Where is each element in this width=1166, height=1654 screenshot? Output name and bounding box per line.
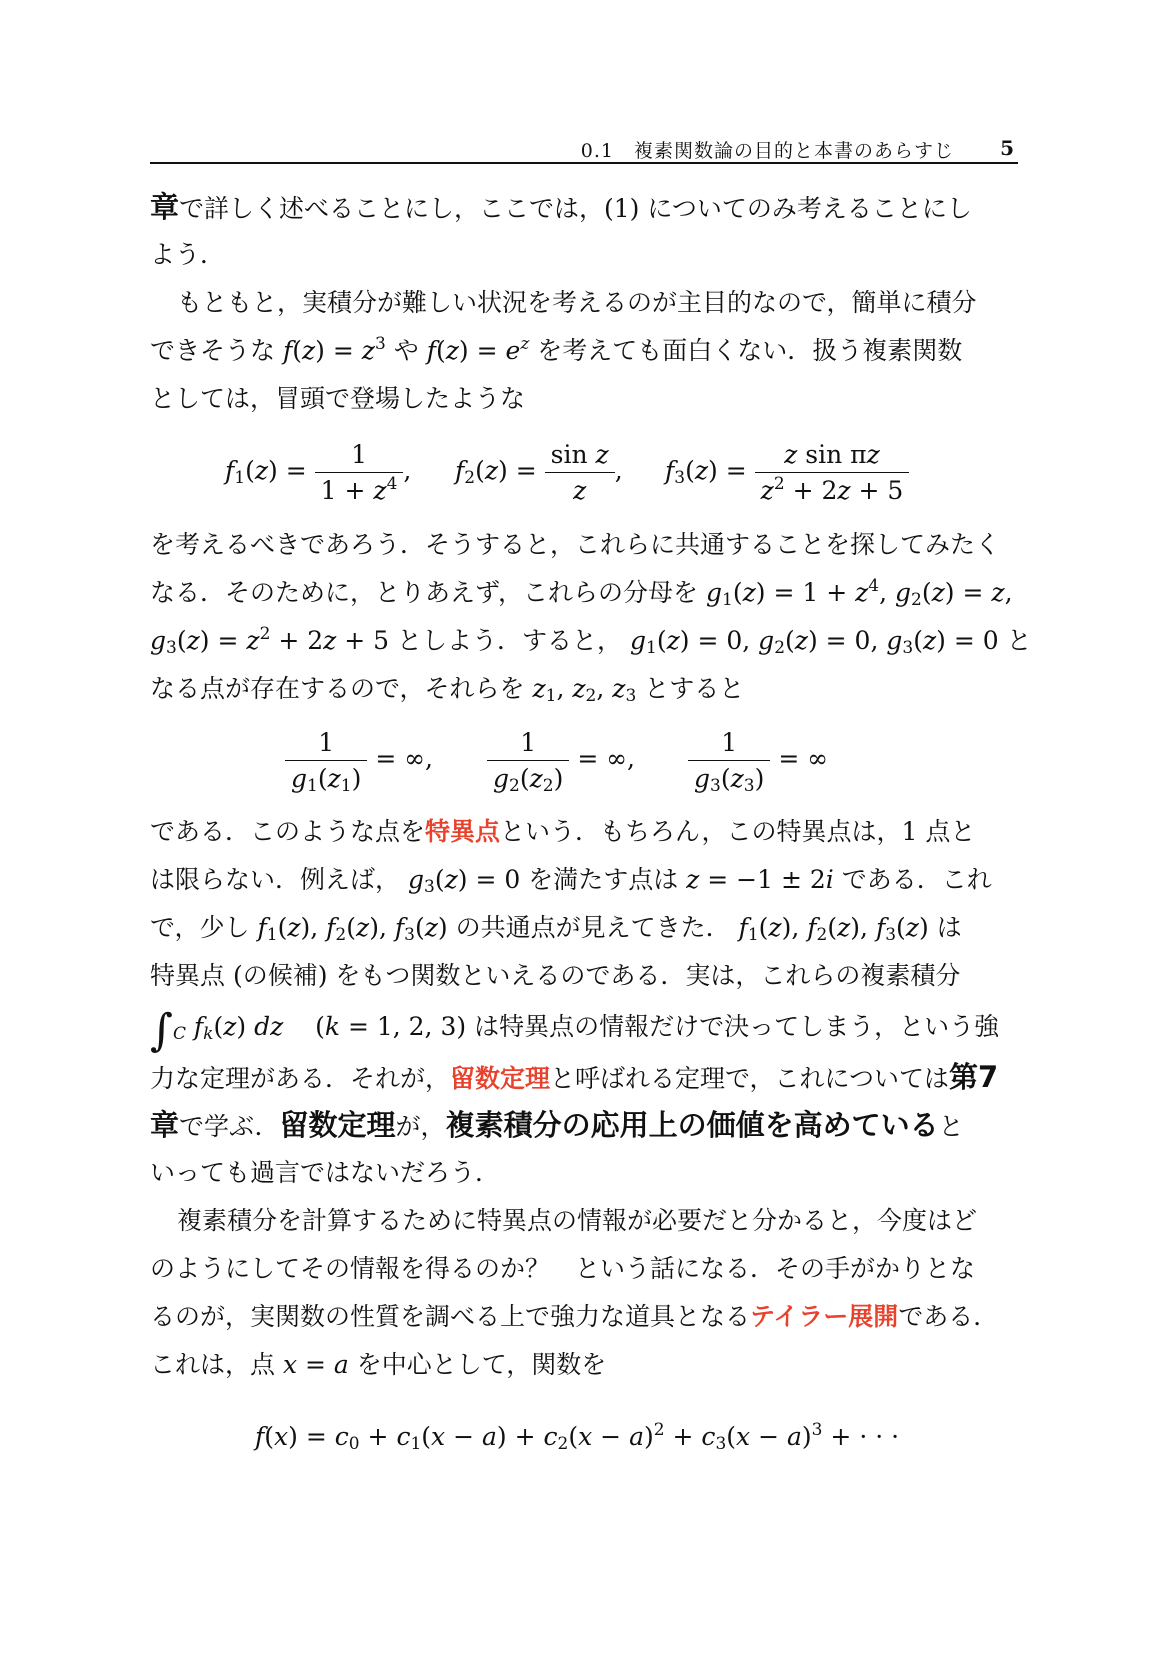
text-run: るのが，実関数の性質を調べる上で強力な道具となる xyxy=(150,1302,751,1331)
math-inline: $g_3(z) = z^2 + 2z + 5$ xyxy=(150,624,390,658)
text-line xyxy=(150,238,1020,272)
display-equation-g3: $\frac{1}{g_3(z_3)}$ = ∞ xyxy=(688,728,828,793)
text-run: という．もちろん，この特異点は，1 点と xyxy=(500,817,976,846)
text-line xyxy=(150,1156,1020,1190)
text-line xyxy=(177,1204,1020,1238)
text-run: を中心として，関数を xyxy=(356,1350,607,1379)
display-equation-g2: $\frac{1}{g_2(z_2)}$ = ∞, xyxy=(487,728,635,793)
term-singular-point: 特異点 xyxy=(425,817,501,846)
text-run: 力な定理がある．それが， xyxy=(150,1064,451,1093)
text-run: なる点が存在するので，それらを xyxy=(150,674,525,703)
text-run: である．これ xyxy=(841,865,992,894)
text-line xyxy=(150,1252,1020,1286)
math-inline: $z_1$, $z_2$, $z_3$ xyxy=(532,674,637,706)
text-line xyxy=(150,190,1020,226)
text-line xyxy=(150,672,1020,706)
text-line xyxy=(150,624,1032,658)
text-run: よう． xyxy=(150,240,226,269)
text-run: で，少し xyxy=(150,913,250,942)
text-run: もともと，実積分が難しい状況を考えるのが主目的なので，簡単に積分 xyxy=(177,288,977,317)
text-line xyxy=(150,382,1020,416)
text-run: を考えても面白くない．扱う複素関数 xyxy=(537,336,963,365)
math-inline: $g_1(z) = 1 + z^4$, $g_2(z) = z$, xyxy=(705,576,1013,610)
text-run: の共通点が見えてきた． xyxy=(455,913,731,942)
text-line xyxy=(150,815,1020,849)
text-line xyxy=(150,911,1020,945)
text-run: としては，冒頭で登場したような xyxy=(150,384,526,413)
text-run: なる．そのために，とりあえず，これらの分母を xyxy=(150,578,699,607)
math-inline: $f(z) = e^z$ xyxy=(426,334,530,365)
math-inline: $g_3(z) = 0$ xyxy=(407,865,521,897)
text-run: と xyxy=(1006,626,1032,655)
text-run: 複素積分を計算するために特異点の情報が必要だと分かると，今度はど xyxy=(177,1206,978,1235)
text-run: と呼ばれる定理で，これについては xyxy=(550,1064,950,1093)
page-header xyxy=(150,136,1018,164)
text-line xyxy=(150,1348,1020,1382)
display-equation-f1: $f_1(z)$ = $\frac{1}{1 + z^4}$ , xyxy=(225,440,412,505)
emphasis-bold: 複素積分の応用上の価値を高めている xyxy=(445,1108,939,1142)
text-run: は限らない．例えば， xyxy=(150,865,401,894)
display-equation-f3: $f_3(z)$ = $\frac{\text{z sin πz}}{z^2 + 2z + 5}$ xyxy=(665,440,909,505)
text-run: のようにしてその情報を得るのか？ という話になる．その手がかりとな xyxy=(150,1254,976,1283)
text-run: を満たす点は xyxy=(528,865,679,894)
chapter-ref-bold: 章 xyxy=(150,1108,180,1142)
display-equation-f2: $f_2(z)$ = $\frac{\text{sin z}}{z}$ , xyxy=(455,440,623,505)
text-line xyxy=(150,959,1020,993)
text-run: が， xyxy=(395,1112,446,1141)
text-line xyxy=(150,863,1020,897)
display-equation-taylor: $f(x) = c_0 + c_1(x - a) + c_2(x - a)^2 + c_3(x - a)^3$ + · · · xyxy=(255,1420,900,1454)
text-run: は特異点の情報だけで決ってしまう，という強 xyxy=(474,1012,1000,1041)
text-line xyxy=(150,1108,1020,1144)
running-section-title: 0.1 複素関数論の目的と本書のあらすじ xyxy=(580,140,954,162)
text-run: とすると xyxy=(644,674,745,703)
term-taylor-expansion: テイラー展開 xyxy=(750,1302,899,1331)
text-run: を考えるべきであろう．そうすると，これらに共通することを探してみたく xyxy=(150,530,1001,559)
math-inline: $f_1(z)$, $f_2(z)$, $f_3(z)$ xyxy=(738,913,929,945)
text-run: で詳しく述べることにし，ここでは，(1) についてのみ考えることにし xyxy=(179,194,972,223)
math-inline: $f(z) = z^3$ xyxy=(282,334,386,365)
text-run: で学ぶ． xyxy=(179,1112,280,1141)
page-number: 5 xyxy=(1000,136,1014,160)
chapter-ref-bold: 章 xyxy=(150,190,180,224)
text-run: できそうな xyxy=(150,336,276,365)
text-line xyxy=(150,1005,1020,1056)
text-run: である． xyxy=(898,1302,999,1331)
display-equation-g1: $\frac{1}{g_1(z_1)}$ = ∞, xyxy=(285,728,433,793)
term-residue-theorem: 留数定理 xyxy=(450,1064,551,1093)
text-run: 特異点 (の候補) をもつ関数といえるのである．実は，これらの複素積分 xyxy=(150,961,961,990)
chapter-ref-bold: 第7 xyxy=(949,1060,999,1094)
text-line xyxy=(150,576,1020,610)
math-inline: x = a xyxy=(282,1350,349,1379)
text-run: である．このような点を xyxy=(150,817,426,846)
text-run: いっても過言ではないだろう． xyxy=(150,1158,501,1187)
math-inline: $f_1(z)$, $f_2(z)$, $f_3(z)$ xyxy=(257,913,448,945)
text-run: は xyxy=(936,913,962,942)
text-line xyxy=(150,528,1020,562)
emphasis-bold: 留数定理 xyxy=(279,1108,396,1142)
text-line xyxy=(150,1300,1020,1334)
text-run: としよう．すると， xyxy=(397,626,623,655)
math-inline: $g_1(z) = 0$, $g_2(z) = 0$, $g_3(z) = 0$ xyxy=(629,626,999,658)
math-inline: z = −1 ± 2i xyxy=(686,865,834,894)
text-run: これは，点 xyxy=(150,1350,276,1379)
math-inline-integral: $\int_C$ $f_k(z)$ dz (k = 1, 2, 3) xyxy=(150,1005,467,1056)
text-run: と xyxy=(938,1112,964,1141)
text-run: や xyxy=(393,336,419,365)
text-line xyxy=(150,334,1020,368)
text-line xyxy=(177,286,1020,320)
text-line xyxy=(150,1060,1020,1096)
